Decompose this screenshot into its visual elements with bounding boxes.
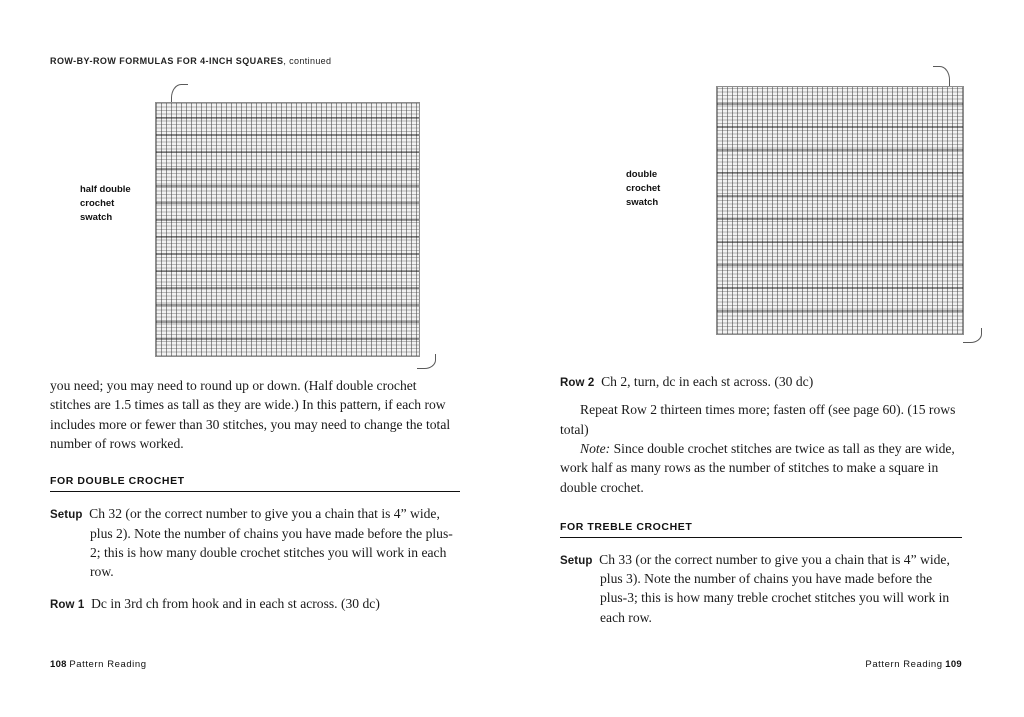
running-head-continued: , continued: [283, 56, 332, 66]
left-body-paragraph: you need; you may need to round up or down. (Half double crochet stitches are 1.5 times as tall as they are wide.) In this pattern, if each row includes more or fewer than 30 stitches, you may need to change the total number of rows worked.: [50, 378, 451, 451]
step-text: Ch 2, turn, dc in each st across. (30 dc): [601, 374, 814, 389]
page-number: 109: [945, 659, 962, 670]
note-text: Since double crochet stitches are twice as tall as they are wide, work half as many rows as the number of stitches to make a square in double crochet.: [560, 440, 955, 495]
step-row2-double-crochet: [560, 372, 962, 391]
swatch-image-half-double: [155, 102, 420, 357]
right-page: [512, 0, 1024, 717]
step-text: Ch 32 (or the correct number to give you a chain that is 4” wide, plus 2). Note the number of chains you have made before the plus-2; this is how many double crochet stitches you will work in each row.: [89, 506, 453, 580]
repeat-paragraph: Repeat Row 2 thirteen times more; fasten off (see page 60). (15 rows total): [560, 402, 956, 437]
step-row1-double-crochet: [50, 594, 460, 613]
crochet-swatch-half-double: [155, 102, 420, 357]
section-heading-treble-crochet: FOR TREBLE CROCHET: [560, 521, 962, 538]
yarn-tail-end-icon: [963, 328, 982, 343]
swatch-caption-half-double: half double crochet swatch: [80, 184, 131, 223]
double-crochet-illustration: [560, 56, 962, 372]
step-text: Ch 33 (or the correct number to give you a chain that is 4” wide, plus 3). Note the number of chains you have made before the plus-3; this is how many treble crochet stitches you will work in each row.: [599, 551, 950, 625]
yarn-tail-end-icon: [417, 354, 436, 369]
folio-title: Pattern Reading: [865, 659, 943, 670]
half-double-crochet-illustration: [50, 76, 460, 376]
step-label: Row 1: [50, 599, 85, 612]
step-label: Row 2: [560, 377, 595, 389]
swatch-image-double: [716, 86, 964, 335]
section-heading-double-crochet: FOR DOUBLE CROCHET: [50, 475, 460, 492]
folio-right: [865, 659, 962, 670]
step-text: Dc in 3rd ch from hook and in each st across. (30 dc): [91, 596, 380, 612]
folio-title: Pattern Reading: [69, 659, 147, 670]
page-number: 108: [50, 659, 67, 670]
step-setup-double-crochet: [50, 504, 460, 581]
folio-left: [50, 659, 147, 670]
running-head: [50, 56, 460, 66]
note-paragraph: [560, 439, 962, 497]
step-label: Setup: [50, 509, 83, 522]
crochet-swatch-double: [716, 86, 964, 335]
running-head-title: ROW-BY-ROW FORMULAS FOR 4-INCH SQUARES: [50, 56, 284, 66]
step-label: Setup: [560, 554, 593, 567]
swatch-caption-double: double crochet swatch: [626, 169, 661, 208]
step-setup-treble-crochet: [560, 550, 962, 627]
note-label: Note:: [580, 440, 611, 456]
